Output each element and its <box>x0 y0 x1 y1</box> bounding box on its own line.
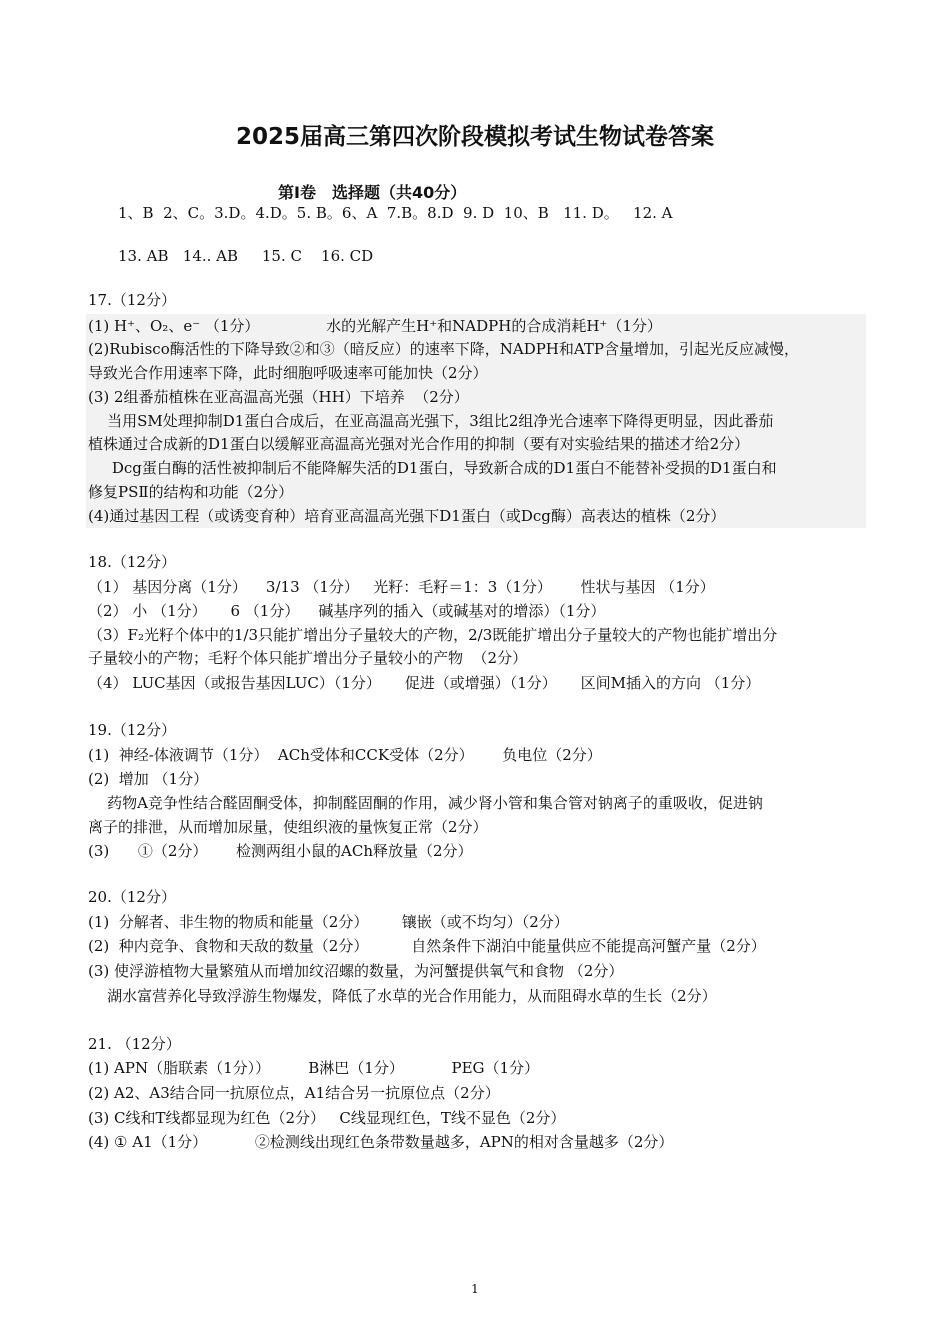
q18-answer-line: （2） 小 （1分） 6 （1分） 碱基序列的插入（或碱基对的增添）（1分） <box>88 602 606 620</box>
q20-heading: 20.（12分） <box>88 888 176 906</box>
section-heading: 第Ⅰ卷 选择题（共40分） <box>278 183 467 202</box>
q19-answer-line: (3) ①（2分） 检测两组小鼠的ACh释放量（2分） <box>88 842 473 860</box>
q17-answer-line: 植株通过合成新的D1蛋白以缓解亚高温高光强对光合作用的抑制（要有对实验结果的描述才给2分） <box>88 435 750 453</box>
q18-answer-line: （4） LUC基因（或报告基因LUC）（1分） 促进（或增强）（1分） 区间M插入的方向 （1分） <box>88 674 761 692</box>
q21-heading: 21. （12分） <box>88 1035 181 1053</box>
mc-answers-line: 1、B 2、C。3.D。4.D。5. B。6、A 7.B。8.D 9. D 10、B 11. D。 12. A <box>118 204 673 222</box>
q19-heading: 19.（12分） <box>88 721 176 739</box>
q17-answer-line: 当用SM处理抑制D1蛋白合成后，在亚高温高光强下，3组比2组净光合速率下降得更明显，因此番茄 <box>88 412 774 430</box>
q19-answer-line: 药物A竞争性结合醛固酮受体，抑制醛固酮的作用，减少肾小管和集合管对钠离子的重吸收，促进钠 <box>88 794 763 812</box>
q20-answer-line: 湖水富营养化导致浮游生物爆发，降低了水草的光合作用能力，从而阻碍水草的生长（2分） <box>88 987 717 1005</box>
q21-answer-line: (2) A2、A3结合同一抗原位点，A1结合另一抗原位点（2分） <box>88 1084 500 1102</box>
q19-answer-line: 离子的排泄，从而增加尿量，使组织液的量恢复正常（2分） <box>88 818 488 836</box>
document-title: 2025届高三第四次阶段模拟考试生物试卷答案 <box>235 124 714 150</box>
mc-answers-line: 13. AB 14.. AB 15. C 16. CD <box>118 247 374 265</box>
q18-answer-line: （3）F₂光籽个体中的1/3只能扩增出分子量较大的产物，2/3既能扩增出分子量较大的产物也能扩增出分 <box>88 626 778 644</box>
q21-answer-line: (4) ① A1（1分） ②检测线出现红色条带数量越多，APN的相对含量越多（2分） <box>88 1133 674 1151</box>
q17-answer-line: 导致光合作用速率下降，此时细胞呼吸速率可能加快（2分） <box>88 364 488 382</box>
q20-answer-line: (1) 分解者、非生物的物质和能量（2分） 镶嵌（或不均匀）（2分） <box>88 913 569 931</box>
q17-answer-line: 修复PSⅡ的结构和功能（2分） <box>88 483 294 501</box>
q17-answer-line: (1) H⁺、O₂、e⁻ （1分） 水的光解产生H⁺和NADPH的合成消耗H⁺（1分） <box>88 317 662 335</box>
q18-answer-line: 子量较小的产物；毛籽个体只能扩增出分子量较小的产物 （2分） <box>88 649 528 667</box>
q19-answer-line: (1) 神经-体液调节（1分） ACh受体和CCK受体（2分） 负电位（2分） <box>88 746 602 764</box>
q20-answer-line: (2) 种内竞争、食物和天敌的数量（2分） 自然条件下湖泊中能量供应不能提高河蟹产量（2分） <box>88 937 766 955</box>
q17-answer-line: (2)Rubisco酶活性的下降导致②和③（暗反应）的速率下降，NADPH和ATP含量增加，引起光反应减慢， <box>88 340 800 358</box>
q19-answer-line: (2) 增加 （1分） <box>88 770 209 788</box>
page-number: 1 <box>471 1282 479 1296</box>
q21-answer-line: (1) APN（脂联素（1分）） B淋巴（1分） PEG（1分） <box>88 1059 540 1077</box>
q17-answer-line: (4)通过基因工程（或诱变育种）培育亚高温高光强下D1蛋白（或Dcg酶）高表达的植株（2分） <box>88 507 726 525</box>
q20-answer-line: (3) 使浮游植物大量繁殖从而增加纹沼螺的数量，为河蟹提供氧气和食物 （2分） <box>88 962 624 980</box>
q17-answer-line: Dcg蛋白酶的活性被抑制后不能降解失活的D1蛋白，导致新合成的D1蛋白不能替补受损的D1蛋白和 <box>88 459 777 477</box>
q17-answer-line: (3) 2组番茄植株在亚高温高光强（HH）下培养 （2分） <box>88 388 469 406</box>
q17-heading: 17.（12分） <box>88 291 176 309</box>
q18-heading: 18.（12分） <box>88 553 176 571</box>
q21-answer-line: (3) C线和T线都显现为红色（2分） C线显现红色，T线不显色（2分） <box>88 1109 566 1127</box>
q18-answer-line: （1） 基因分离（1分） 3/13 （1分） 光籽：毛籽＝1：3（1分） 性状与基因 （1分） <box>88 578 715 596</box>
